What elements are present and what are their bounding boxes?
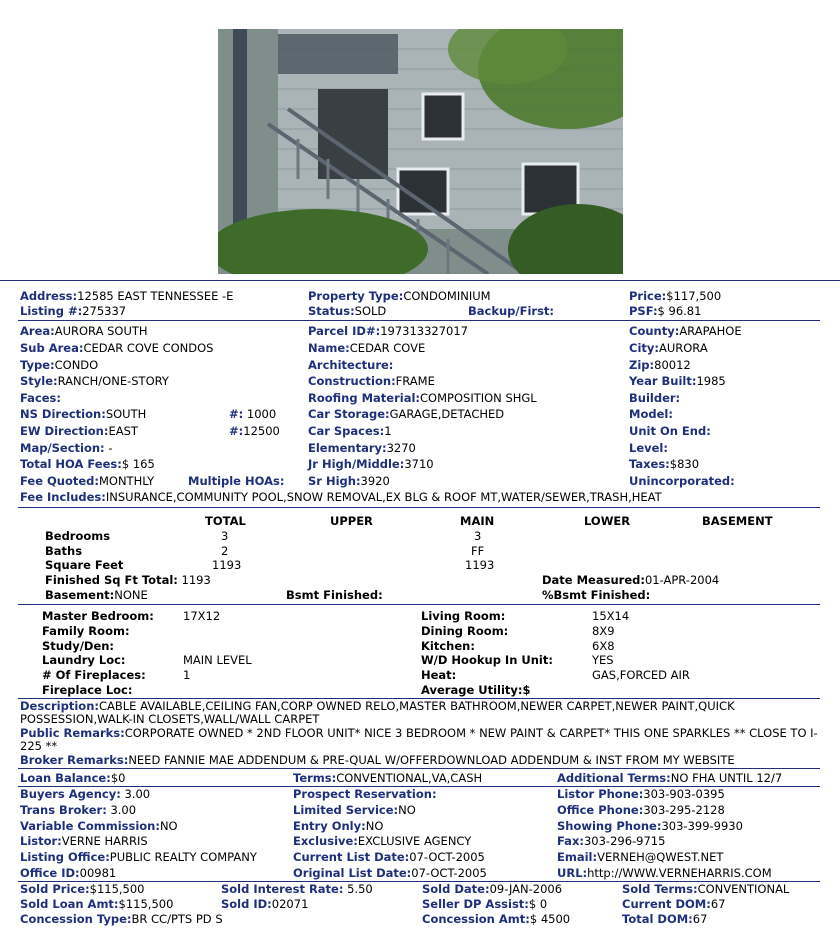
- fee-includes-value: INSURANCE,COMMUNITY POOL,SNOW REMOVAL,EX BLG & ROOF MT,WATER/SEWER,TRASH,HEAT: [105, 490, 662, 504]
- variable-commission-value: NO: [159, 819, 178, 833]
- showing-phone-value: 303-399-9930: [661, 819, 743, 833]
- entry-only-value: NO: [365, 819, 384, 833]
- broker-remarks: [20, 754, 820, 767]
- detail-row: [0, 441, 840, 458]
- sr-high-value: 3920: [360, 474, 390, 488]
- sr-high-label: Sr High:: [308, 474, 361, 488]
- fee-quoted-label: Fee Quoted:: [20, 474, 99, 488]
- roofing-label: Roofing Material:: [308, 391, 421, 405]
- sold-interest-rate-value: 5.50: [343, 882, 373, 896]
- level-label: Level:: [629, 441, 668, 455]
- property-photo: [218, 29, 623, 274]
- parcel-label: Parcel ID#:: [308, 324, 381, 338]
- address-value: 12585 EAST TENNESSEE -E: [77, 289, 234, 303]
- current-dom-value: 67: [710, 897, 726, 911]
- square-feet-main: 1193: [465, 558, 495, 572]
- table-row: [0, 588, 840, 605]
- detail-row: [0, 358, 840, 375]
- divider: [18, 320, 820, 321]
- elementary-label: Elementary:: [308, 441, 387, 455]
- trans-broker-value: 3.00: [106, 803, 137, 817]
- property-type-label: Property Type:: [308, 289, 404, 303]
- style-label: Style:: [20, 374, 58, 388]
- type-value: CONDO: [54, 358, 99, 372]
- area-value: AURORA SOUTH: [54, 324, 148, 338]
- status-value: SOLD: [354, 304, 387, 318]
- original-list-date-value: 07-OCT-2005: [411, 866, 487, 880]
- multiple-hoas-label: Multiple HOAs:: [188, 474, 285, 488]
- detail-row: [0, 457, 840, 474]
- psf-value: $ 96.81: [657, 304, 702, 318]
- fireplaces-value: 1: [183, 668, 191, 682]
- living-room-value: 15X14: [592, 609, 630, 623]
- loan-balance-label: Loan Balance:: [20, 771, 111, 785]
- concession-type-value: BR CC/PTS PD S: [131, 912, 223, 926]
- unit-on-end-label: Unit On End:: [629, 424, 711, 438]
- sold-date-value: 09-JAN-2006: [489, 882, 563, 896]
- additional-terms-value: NO FHA UNTIL 12/7: [670, 771, 783, 785]
- area-label: Area:: [20, 324, 55, 338]
- detail-row: [0, 424, 840, 441]
- office-id-value: 00981: [79, 866, 117, 880]
- office-id-label: Office ID:: [20, 866, 80, 880]
- limited-service-value: NO: [398, 803, 416, 817]
- county-value: ARAPAHOE: [679, 324, 742, 338]
- listing-office-value: PUBLIC REALTY COMPANY: [109, 850, 257, 864]
- detail-row: [0, 850, 840, 867]
- public-remarks-label: Public Remarks:: [20, 726, 125, 740]
- seller-dp-assist-label: Seller DP Assist:: [422, 897, 529, 911]
- square-feet-total: 1193: [212, 558, 242, 572]
- detail-row: [0, 490, 840, 507]
- variable-commission-label: Variable Commission:: [20, 819, 160, 833]
- map-section-value: -: [104, 441, 113, 455]
- detail-row: [0, 324, 840, 341]
- terms-value: CONVENTIONAL,VA,CASH: [336, 771, 483, 785]
- terms-label: Terms:: [293, 771, 337, 785]
- jr-high-label: Jr High/Middle:: [308, 457, 405, 471]
- col-header-main: MAIN: [460, 514, 495, 528]
- zip-label: Zip:: [629, 358, 655, 372]
- sold-id-label: Sold ID:: [221, 897, 272, 911]
- sold-terms-value: CONVENTIONAL: [697, 882, 790, 896]
- sold-loan-amt-label: Sold Loan Amt:: [20, 897, 119, 911]
- detail-row: [0, 407, 840, 424]
- email-value[interactable]: VERNEH@QWEST.NET: [597, 850, 724, 864]
- model-label: Model:: [629, 407, 673, 421]
- construction-value: FRAME: [395, 374, 435, 388]
- heat-label: Heat:: [421, 668, 457, 682]
- sold-price-value: $115,500: [89, 882, 145, 896]
- sold-interest-rate-label: Sold Interest Rate:: [221, 882, 344, 896]
- elementary-value: 3270: [386, 441, 416, 455]
- pct-bsmt-finished-label: %Bsmt Finished:: [542, 588, 651, 602]
- description-value: CABLE AVAILABLE,CEILING FAN,CORP OWNED RELO,MASTER BATHROOM,NEWER CARPET,NEWER PAINT,QUICK POSSESSION,WALK-IN CLOSETS,WALL/WALL CARPET: [20, 699, 735, 726]
- finished-sqft-value: 1193: [177, 573, 211, 587]
- hoa-fees-value: $ 165: [121, 457, 155, 471]
- bedrooms-label: Bedrooms: [45, 529, 111, 543]
- psf-label: PSF:: [629, 304, 658, 318]
- finished-sqft-label: Finished Sq Ft Total:: [45, 573, 178, 587]
- office-phone-value: 303-295-2128: [643, 803, 725, 817]
- buyers-agency-label: Buyers Agency:: [20, 787, 121, 801]
- fax-label: Fax:: [557, 834, 584, 848]
- office-phone-label: Office Phone:: [557, 803, 644, 817]
- total-dom-value: 67: [692, 912, 708, 926]
- limited-service-label: Limited Service:: [293, 803, 399, 817]
- header-row-2: [0, 304, 840, 321]
- concession-amt-value: $ 4500: [529, 912, 571, 926]
- concession-amt-label: Concession Amt:: [422, 912, 530, 926]
- detail-row: [0, 391, 840, 408]
- col-header-basement: BASEMENT: [702, 514, 773, 528]
- unincorporated-label: Unincorporated:: [629, 474, 735, 488]
- faces-label: Faces:: [20, 391, 62, 405]
- builder-label: Builder:: [629, 391, 681, 405]
- current-list-date-label: Current List Date:: [293, 850, 410, 864]
- broker-remarks-label: Broker Remarks:: [20, 753, 129, 767]
- zip-value: 80012: [654, 358, 691, 372]
- detail-row: [0, 834, 840, 851]
- prospect-reservation-label: Prospect Reservation:: [293, 787, 437, 801]
- divider: [18, 768, 820, 769]
- sold-loan-amt-value: $115,500: [118, 897, 174, 911]
- name-label: Name:: [308, 341, 350, 355]
- roofing-value: COMPOSITION SHGL: [420, 391, 537, 405]
- seller-dp-assist-value: $ 0: [528, 897, 548, 911]
- type-label: Type:: [20, 358, 55, 372]
- car-spaces-value: 1: [384, 424, 392, 438]
- ew-direction-value: EAST: [108, 424, 138, 438]
- listing-office-label: Listing Office:: [20, 850, 110, 864]
- study-den-label: Study/Den:: [42, 639, 115, 653]
- fireplace-loc-label: Fireplace Loc:: [42, 683, 133, 697]
- construction-label: Construction:: [308, 374, 396, 388]
- detail-row: [0, 374, 840, 391]
- original-list-date-label: Original List Date:: [293, 866, 412, 880]
- detail-row: [0, 474, 840, 491]
- subarea-label: Sub Area:: [20, 341, 84, 355]
- laundry-value: MAIN LEVEL: [183, 653, 252, 667]
- listor-label: Listor:: [20, 834, 62, 848]
- car-storage-label: Car Storage:: [308, 407, 390, 421]
- buyers-agency-value: 3.00: [120, 787, 151, 801]
- laundry-label: Laundry Loc:: [42, 653, 126, 667]
- url-link[interactable]: http://WWW.VERNEHARRIS.COM: [587, 866, 772, 880]
- col-header-lower: LOWER: [584, 514, 631, 528]
- parcel-value: 197313327017: [380, 324, 468, 338]
- url-label: URL:: [557, 866, 588, 880]
- architecture-label: Architecture:: [308, 358, 394, 372]
- average-utility-label: Average Utility:$: [421, 683, 531, 697]
- family-room-label: Family Room:: [42, 624, 130, 638]
- ns-number-value: 1000: [243, 407, 277, 421]
- backup-label: Backup/First:: [468, 304, 555, 318]
- price-value: $117,500: [666, 289, 722, 303]
- total-dom-label: Total DOM:: [622, 912, 693, 926]
- wd-hookup-value: YES: [592, 653, 614, 667]
- detail-row: [0, 803, 840, 820]
- style-value: RANCH/ONE-STORY: [57, 374, 169, 388]
- status-label: Status:: [308, 304, 355, 318]
- basement-label: Basement:: [45, 588, 115, 602]
- baths-total: 2: [221, 544, 229, 558]
- sold-price-label: Sold Price:: [20, 882, 90, 896]
- broker-remarks-value: NEED FANNIE MAE ADDENDUM & PRE-QUAL W/OFFERDOWNLOAD ADDENDUM & INST FROM MY WEBSITE: [128, 753, 735, 767]
- city-label: City:: [629, 341, 659, 355]
- fax-value: 303-296-9715: [583, 834, 666, 848]
- ew-direction-label: EW Direction:: [20, 424, 109, 438]
- fee-quoted-value: MONTHLY: [98, 474, 155, 488]
- col-header-upper: UPPER: [330, 514, 373, 528]
- hoa-fees-label: Total HOA Fees:: [20, 457, 122, 471]
- bedrooms-main: 3: [474, 529, 482, 543]
- description: [20, 700, 820, 726]
- trans-broker-label: Trans Broker:: [20, 803, 107, 817]
- detail-row: [0, 912, 840, 929]
- current-dom-label: Current DOM:: [622, 897, 711, 911]
- description-label: Description:: [20, 699, 99, 713]
- living-room-label: Living Room:: [421, 609, 506, 623]
- jr-high-value: 3710: [404, 457, 434, 471]
- name-value: CEDAR COVE: [349, 341, 426, 355]
- dining-room-label: Dining Room:: [421, 624, 509, 638]
- city-value: AURORA: [658, 341, 708, 355]
- col-header-total: TOTAL: [205, 514, 246, 528]
- year-built-label: Year Built:: [629, 374, 697, 388]
- bedrooms-total: 3: [221, 529, 229, 543]
- ew-number-label: #:: [229, 424, 244, 438]
- price-label: Price:: [629, 289, 667, 303]
- map-section-label: Map/Section:: [20, 441, 105, 455]
- listor-value: VERNE HARRIS: [61, 834, 148, 848]
- listor-phone-value: 303-903-0395: [643, 787, 725, 801]
- fireplaces-label: # Of Fireplaces:: [42, 668, 146, 682]
- listing-value: 275337: [82, 304, 127, 318]
- basement-value: NONE: [114, 588, 148, 602]
- divider: [0, 280, 840, 281]
- ns-direction-label: NS Direction:: [20, 407, 106, 421]
- sold-terms-label: Sold Terms:: [622, 882, 698, 896]
- kitchen-label: Kitchen:: [421, 639, 475, 653]
- detail-row: [0, 341, 840, 358]
- current-list-date-value: 07-OCT-2005: [409, 850, 485, 864]
- kitchen-value: 6X8: [592, 639, 615, 653]
- detail-row: [0, 787, 840, 804]
- address-label: Address:: [20, 289, 78, 303]
- fee-includes-label: Fee Includes:: [20, 490, 106, 504]
- concession-type-label: Concession Type:: [20, 912, 132, 926]
- date-measured-value: 01-APR-2004: [644, 573, 720, 587]
- entry-only-label: Entry Only:: [293, 819, 366, 833]
- master-bedroom-value: 17X12: [183, 609, 221, 623]
- taxes-label: Taxes:: [629, 457, 670, 471]
- date-measured-label: Date Measured:: [542, 573, 645, 587]
- baths-main: FF: [471, 544, 485, 558]
- showing-phone-label: Showing Phone:: [557, 819, 662, 833]
- exclusive-label: Exclusive:: [293, 834, 358, 848]
- baths-label: Baths: [45, 544, 83, 558]
- listor-phone-label: Listor Phone:: [557, 787, 644, 801]
- ns-number-label: #:: [229, 407, 244, 421]
- sold-id-value: 02071: [271, 897, 309, 911]
- year-built-value: 1985: [696, 374, 726, 388]
- email-label: Email:: [557, 850, 598, 864]
- heat-value: GAS,FORCED AIR: [592, 668, 690, 682]
- subarea-value: CEDAR COVE CONDOS: [83, 341, 214, 355]
- car-spaces-label: Car Spaces:: [308, 424, 385, 438]
- car-storage-value: GARAGE,DETACHED: [389, 407, 505, 421]
- public-remarks-value: CORPORATE OWNED * 2ND FLOOR UNIT* NICE 3 BEDROOM * NEW PAINT & CARPET* THIS ONE SPARKLES ** CLOSE TO I-225 **: [20, 726, 818, 753]
- property-type-value: CONDOMINIUM: [403, 289, 491, 303]
- taxes-value: $830: [669, 457, 700, 471]
- square-feet-label: Square Feet: [45, 558, 124, 572]
- master-bedroom-label: Master Bedroom:: [42, 609, 154, 623]
- public-remarks: [20, 727, 820, 753]
- listing-label: Listing #:: [20, 304, 83, 318]
- dining-room-value: 8X9: [592, 624, 615, 638]
- bsmt-finished-label: Bsmt Finished:: [286, 588, 383, 602]
- ew-number-value: 12500: [243, 424, 280, 438]
- loan-balance-value: $0: [110, 771, 126, 785]
- wd-hookup-label: W/D Hookup In Unit:: [421, 653, 553, 667]
- exclusive-value: EXCLUSIVE AGENCY: [357, 834, 472, 848]
- divider: [18, 604, 820, 605]
- house-photo-icon: [218, 29, 623, 274]
- additional-terms-label: Additional Terms:: [557, 771, 671, 785]
- divider: [18, 507, 820, 508]
- ns-direction-value: SOUTH: [105, 407, 147, 421]
- sold-date-label: Sold Date:: [422, 882, 490, 896]
- county-label: County:: [629, 324, 680, 338]
